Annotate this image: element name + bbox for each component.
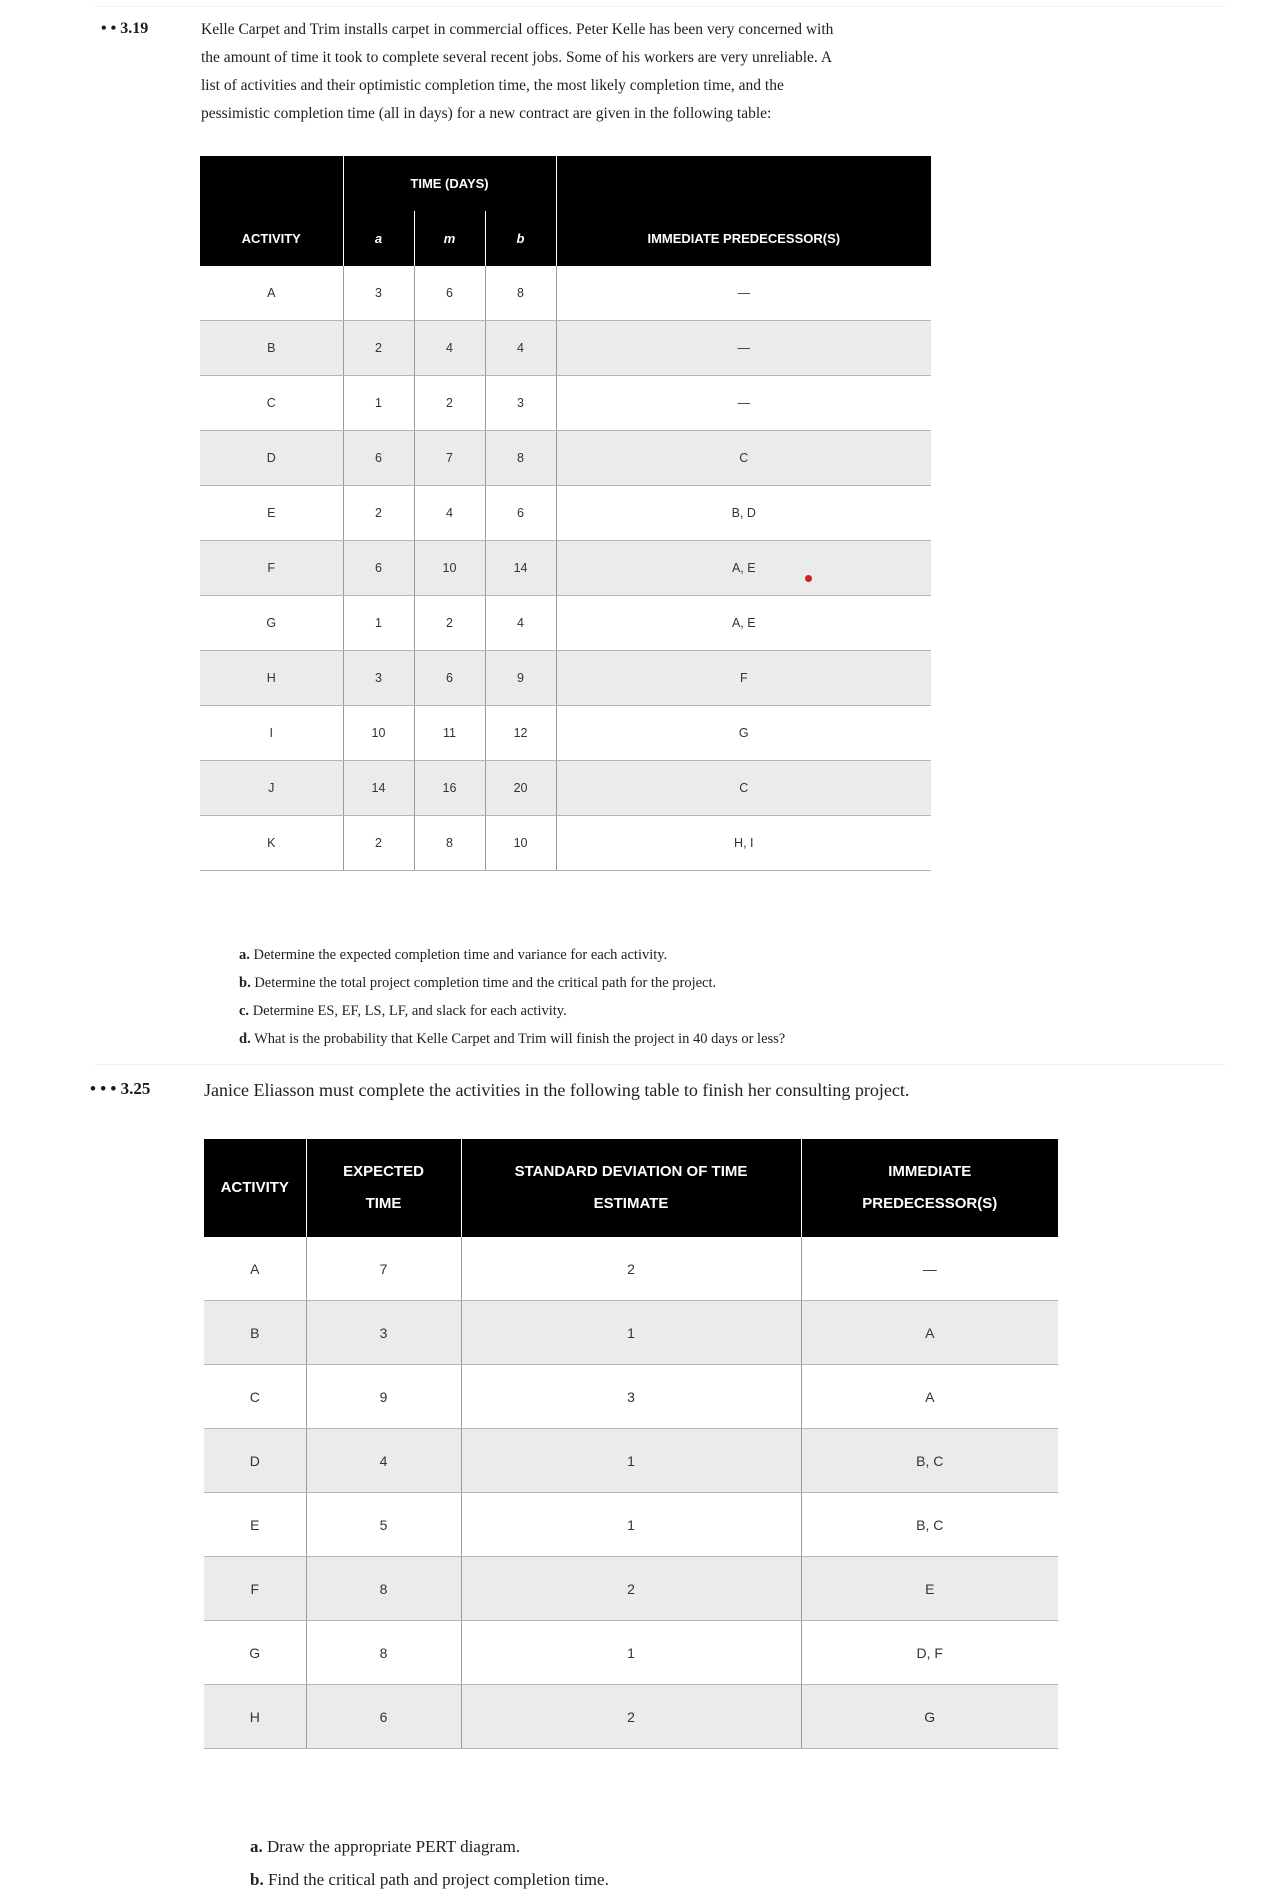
cell: 2 xyxy=(414,376,485,431)
cell: 1 xyxy=(461,1301,801,1365)
header-line: PREDECESSOR(S) xyxy=(862,1195,998,1212)
header-blank xyxy=(200,156,343,211)
cell: 4 xyxy=(414,321,485,376)
question-letter: a. xyxy=(239,947,250,963)
cell: 2 xyxy=(461,1557,801,1621)
question-text: What is the probability that Kelle Carpet and Trim will finish the project in 40 days or less? xyxy=(254,1031,786,1047)
cell: 3 xyxy=(343,651,414,706)
cell: 1 xyxy=(461,1429,801,1493)
cell: B, C xyxy=(801,1429,1058,1493)
cell: 4 xyxy=(485,321,556,376)
table-row xyxy=(200,761,931,816)
table-row xyxy=(200,706,931,761)
cell: K xyxy=(200,816,343,871)
question-text: Determine ES, EF, LS, LF, and slack for each activity. xyxy=(252,1003,567,1019)
cell: E xyxy=(801,1557,1058,1621)
header-line: STANDARD DEVIATION OF TIME xyxy=(514,1163,748,1180)
cell: 8 xyxy=(414,816,485,871)
question-letter: b. xyxy=(250,1870,264,1889)
cell: 12 xyxy=(485,706,556,761)
cell: G xyxy=(204,1621,306,1685)
cell: 6 xyxy=(343,541,414,596)
table-row xyxy=(200,376,931,431)
cell: H xyxy=(204,1685,306,1749)
question-text: Find the critical path and project completion time. xyxy=(267,1870,609,1889)
cell: F xyxy=(200,541,343,596)
intro-line: pessimistic completion time (all in days) for a new contract are given in the following table: xyxy=(201,105,772,122)
table-row xyxy=(200,541,931,596)
cell: G xyxy=(556,706,931,761)
table-row xyxy=(200,431,931,486)
problem-number-3-19: • • 3.19 xyxy=(101,20,149,37)
header-line: TIME xyxy=(365,1195,402,1212)
header-activity: ACTIVITY xyxy=(200,211,343,266)
section-divider xyxy=(95,1064,1225,1065)
cell: I xyxy=(200,706,343,761)
cell: 1 xyxy=(461,1621,801,1685)
cell: 3 xyxy=(461,1365,801,1429)
problem-3-19-intro xyxy=(201,16,961,128)
header-line: EXPECTED xyxy=(343,1163,424,1180)
header-line: ACTIVITY xyxy=(220,1179,289,1196)
cell: E xyxy=(200,486,343,541)
cell: F xyxy=(204,1557,306,1621)
table-row xyxy=(200,266,931,321)
table-row xyxy=(204,1685,1058,1749)
table-row xyxy=(204,1621,1058,1685)
cell: 16 xyxy=(414,761,485,816)
problem-3-19-questions xyxy=(239,941,785,1053)
header-line: IMMEDIATE xyxy=(888,1163,972,1180)
cell: 10 xyxy=(485,816,556,871)
cell: 10 xyxy=(343,706,414,761)
problem-3-25-intro: Janice Eliasson must complete the activities in the following table to finish her consulting project. xyxy=(204,1080,910,1100)
intro-line: the amount of time it took to complete several recent jobs. Some of his workers are very unreliable. A xyxy=(201,49,833,66)
table-row xyxy=(204,1493,1058,1557)
question-item xyxy=(250,1830,609,1863)
cell: E xyxy=(204,1493,306,1557)
cell: 8 xyxy=(306,1557,461,1621)
cell: 2 xyxy=(461,1685,801,1749)
cell: C xyxy=(200,376,343,431)
cell: 6 xyxy=(414,266,485,321)
cell: B xyxy=(204,1301,306,1365)
question-letter: b. xyxy=(239,975,251,991)
cell: J xyxy=(200,761,343,816)
problem-number-3-25: • • • 3.25 xyxy=(90,1079,151,1098)
table-row xyxy=(204,1237,1058,1301)
question-item xyxy=(239,969,785,997)
table-row xyxy=(204,1557,1058,1621)
cell: — xyxy=(801,1237,1058,1301)
intro-line: Kelle Carpet and Trim installs carpet in commercial offices. Peter Kelle has been very concerned with xyxy=(201,21,834,38)
header-line: ESTIMATE xyxy=(593,1195,669,1212)
question-letter: d. xyxy=(239,1031,251,1047)
cell: 7 xyxy=(306,1237,461,1301)
cell: 2 xyxy=(343,486,414,541)
cell: D, F xyxy=(801,1621,1058,1685)
cell: F xyxy=(556,651,931,706)
red-dot-mark xyxy=(805,575,812,582)
cell: 4 xyxy=(414,486,485,541)
cell: B, C xyxy=(801,1493,1058,1557)
cell: 4 xyxy=(306,1429,461,1493)
cell: 4 xyxy=(485,596,556,651)
table-row xyxy=(200,816,931,871)
cell: 9 xyxy=(306,1365,461,1429)
cell: H xyxy=(200,651,343,706)
cell: 8 xyxy=(485,431,556,486)
cell: 2 xyxy=(414,596,485,651)
cell: C xyxy=(556,431,931,486)
cell: 6 xyxy=(414,651,485,706)
cell: B xyxy=(200,321,343,376)
cell: 2 xyxy=(343,816,414,871)
header-a: a xyxy=(343,211,414,266)
cell: 11 xyxy=(414,706,485,761)
cell: A xyxy=(200,266,343,321)
header-time-days: TIME (DAYS) xyxy=(343,156,556,211)
cell: 1 xyxy=(343,596,414,651)
question-text: Determine the expected completion time and variance for each activity. xyxy=(253,947,668,963)
cell: 1 xyxy=(343,376,414,431)
cell: 3 xyxy=(306,1301,461,1365)
cell: 8 xyxy=(485,266,556,321)
cell: — xyxy=(556,321,931,376)
cell: A, E xyxy=(556,596,931,651)
table-row xyxy=(200,321,931,376)
cell: 3 xyxy=(485,376,556,431)
cell: H, I xyxy=(556,816,931,871)
cell: B, D xyxy=(556,486,931,541)
table-row xyxy=(204,1365,1058,1429)
header-predecessors: IMMEDIATE PREDECESSOR(S) xyxy=(556,211,931,266)
cell: 6 xyxy=(343,431,414,486)
question-item xyxy=(239,1025,785,1053)
table-row xyxy=(200,651,931,706)
cell: 20 xyxy=(485,761,556,816)
cell: D xyxy=(204,1429,306,1493)
cell: A, E xyxy=(556,541,931,596)
intro-line: list of activities and their optimistic completion time, the most likely completion time, and the xyxy=(201,77,784,94)
header-activity xyxy=(204,1139,306,1237)
table-row xyxy=(200,596,931,651)
question-text: Draw the appropriate PERT diagram. xyxy=(267,1837,521,1856)
header-blank xyxy=(556,156,931,211)
cell: 1 xyxy=(461,1493,801,1557)
cell: A xyxy=(801,1365,1058,1429)
header-predecessors xyxy=(801,1139,1058,1237)
cell: 2 xyxy=(461,1237,801,1301)
question-letter: c. xyxy=(239,1003,250,1019)
cell: — xyxy=(556,376,931,431)
problem-3-25-questions xyxy=(250,1830,609,1896)
table-row xyxy=(204,1429,1058,1493)
cell: 3 xyxy=(343,266,414,321)
cell: C xyxy=(204,1365,306,1429)
table-row xyxy=(204,1301,1058,1365)
cell: 10 xyxy=(414,541,485,596)
activity-expected-time-table xyxy=(204,1139,1058,1749)
cell: 7 xyxy=(414,431,485,486)
cell: C xyxy=(556,761,931,816)
activity-time-table xyxy=(200,156,931,871)
cell: 6 xyxy=(485,486,556,541)
cell: 5 xyxy=(306,1493,461,1557)
question-item xyxy=(239,997,785,1025)
question-text: Determine the total project completion time and the critical path for the project. xyxy=(254,975,717,991)
question-item xyxy=(250,1863,609,1896)
cell: A xyxy=(204,1237,306,1301)
cell: G xyxy=(801,1685,1058,1749)
cell: 14 xyxy=(343,761,414,816)
cell: 14 xyxy=(485,541,556,596)
header-std-dev xyxy=(461,1139,801,1237)
cell: G xyxy=(200,596,343,651)
header-expected-time xyxy=(306,1139,461,1237)
cell: A xyxy=(801,1301,1058,1365)
cell: 9 xyxy=(485,651,556,706)
header-b: b xyxy=(485,211,556,266)
top-divider xyxy=(95,6,1225,7)
cell: 2 xyxy=(343,321,414,376)
cell: 8 xyxy=(306,1621,461,1685)
question-letter: a. xyxy=(250,1837,263,1856)
question-item xyxy=(239,941,785,969)
table-row xyxy=(200,486,931,541)
header-m: m xyxy=(414,211,485,266)
cell: 6 xyxy=(306,1685,461,1749)
cell: D xyxy=(200,431,343,486)
cell: — xyxy=(556,266,931,321)
